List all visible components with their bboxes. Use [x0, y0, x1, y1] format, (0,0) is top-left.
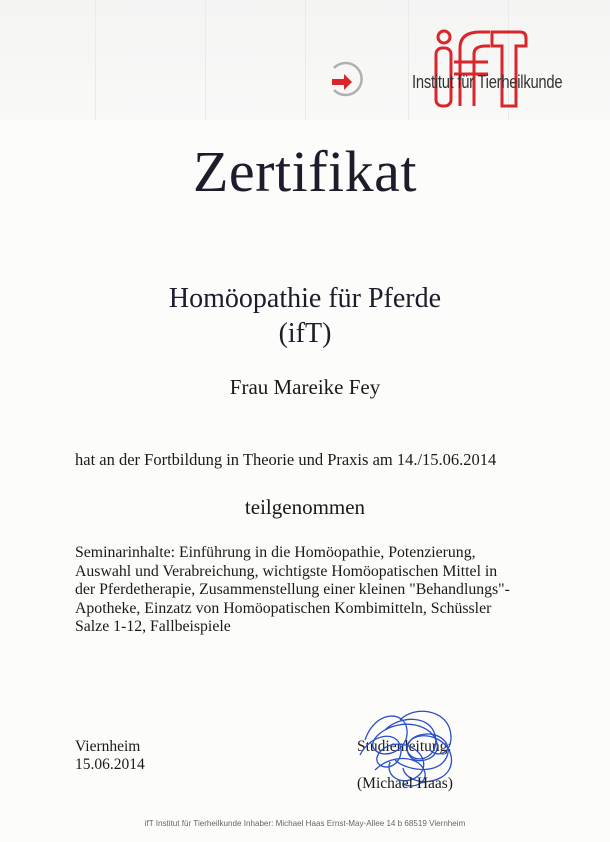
- seminar-contents: [75, 544, 545, 637]
- footer-imprint: ifT Institut für Tierheilkunde Inhaber: Michael Haas Ernst-May-Allee 14 b 68519 Viernheim: [144, 818, 466, 828]
- participated-label: teilgenommen: [244, 495, 366, 519]
- institute-name: Institut für Tierheilkunde: [412, 72, 563, 92]
- study-leader-label: Studienleitung:: [357, 738, 452, 755]
- seminar-line: Auswahl und Verabreichung, wichtigste Homöopatischen Mittel in: [75, 562, 498, 580]
- place: Viernheim: [75, 738, 141, 755]
- issue-date: 15.06.2014: [75, 756, 145, 773]
- course-title: Homöopathie für Pferde: [168, 283, 442, 314]
- signer-name: (Michael Haas): [357, 775, 453, 792]
- certificate-title: Zertifikat: [192, 139, 417, 204]
- ift-logo: [320, 28, 580, 118]
- seminar-line: Apotheke, Einzatz von Homöopatischen Kombimitteln, Schüssler: [75, 599, 492, 617]
- place-date: [75, 738, 145, 774]
- seminar-line: der Pferdetherapie, Zusammenstellung einer kleinen "Behandlungs"-: [75, 581, 510, 598]
- recipient-name: Frau Mareike Fey: [229, 375, 381, 399]
- seminar-line: Salze 1-12, Fallbeispiele: [75, 618, 231, 635]
- course-subtitle: (ifT): [278, 318, 332, 349]
- seminar-line: Seminarinhalte: Einführung in die Homöopathie, Potenzierung,: [75, 544, 476, 561]
- participation-sentence: hat an der Fortbildung in Theorie und Praxis am 14./15.06.2014: [75, 450, 497, 469]
